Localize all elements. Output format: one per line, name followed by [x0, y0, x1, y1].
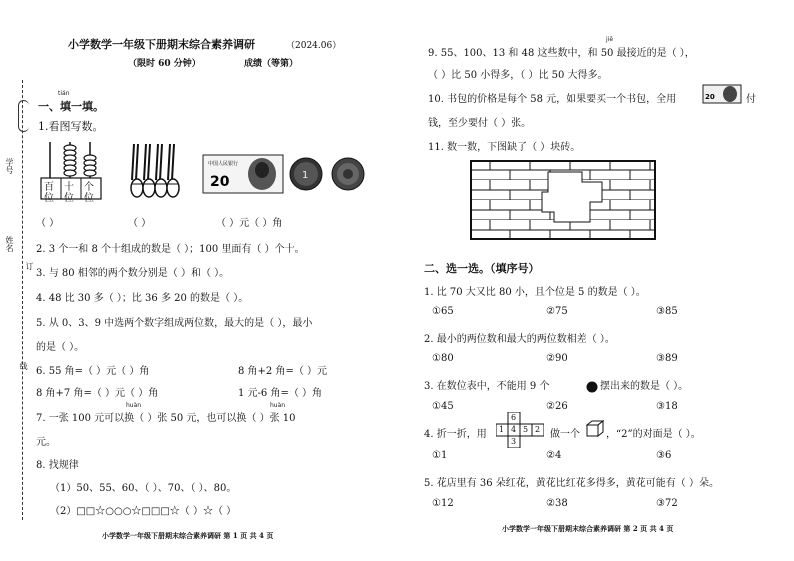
coin-1-jiao-icon: [330, 156, 366, 192]
abacus-label-hundreds: 百: [44, 182, 54, 193]
question-6b: 8 角+2 角=（ ）元: [238, 366, 328, 377]
question-6a: 6. 55 角=（ ）元（ ）角: [36, 366, 150, 377]
choice-2-option-3[interactable]: ③89: [656, 353, 678, 364]
choice-question-1: 1. 比 70 大又比 80 小，且个位是 5 的数是（ ）。: [424, 287, 646, 298]
choice-4-option-1[interactable]: ①1: [432, 450, 448, 461]
title-date: （2024.06）: [286, 41, 342, 51]
abacus-label-wei-3: 位: [84, 193, 94, 204]
choice-1-option-1[interactable]: ①65: [432, 306, 454, 317]
svg-text:20: 20: [210, 174, 230, 190]
question-10-cont: 钱，至少要付（ ）张。: [428, 118, 532, 129]
section-1-heading: 一、填一填。: [38, 100, 104, 113]
svg-text:20: 20: [705, 93, 715, 101]
question-5: 5. 从 0、3、9 中选两个数字组成两位数，最大的是（ ），最小: [36, 318, 313, 329]
question-1: 1.看图写数。: [38, 120, 104, 133]
cube-net-num-left: 1: [499, 425, 505, 434]
margin-label-xian: 线: [19, 362, 28, 370]
choice-question-4: 4. 折一折，用: [424, 429, 487, 440]
question-9: 9. 55、100、13 和 48 这些数中，和 50 最接近的是（ ），: [428, 48, 695, 59]
choice-5-option-1[interactable]: ①12: [432, 498, 454, 509]
question-11: 11. 数一数，下图缺了（ ）块砖。: [428, 142, 581, 153]
question-4: 4. 48 比 30 多（ ）；比 36 多 20 的数是（ ）。: [36, 293, 249, 304]
banknote-20-yuan-icon: [202, 154, 284, 194]
pinyin-tian: tián: [58, 90, 70, 97]
choice-question-4-end: ，“2”的对面是（ ）。: [606, 429, 701, 440]
svg-text:中国人民银行: 中国人民银行: [208, 161, 239, 167]
footer-page-1: 小学数学一年级下册期末综合素养调研 第 1 页 共 4 页: [102, 531, 274, 540]
choice-1-option-3[interactable]: ③85: [656, 306, 678, 317]
cube-net-num-center: 4: [511, 425, 517, 434]
question-5-cont: 的是（ ）。: [36, 342, 85, 353]
footer-page-2: 小学数学一年级下册期末综合素养调研 第 2 页 共 4 页: [502, 524, 674, 533]
question-6c: 8 角+7 角=（ ）元（ ）角: [36, 388, 159, 399]
pinyin-huan-2: huàn: [270, 402, 286, 409]
abacus-label-tens: 十: [64, 182, 74, 193]
svg-text:1: 1: [302, 170, 309, 181]
question-7-cont: 元。: [36, 437, 56, 448]
cube-net-num-top: 6: [511, 413, 517, 422]
question-6d: 1 元-6 角=（ ）角: [238, 388, 323, 399]
choice-question-5: 5. 花店里有 36 朵红花，黄花比红花多得多，黄花可能有（ ）朵。: [424, 478, 719, 489]
choice-3-option-1[interactable]: ①45: [432, 401, 454, 412]
choice-2-option-1[interactable]: ①80: [432, 353, 454, 364]
cube-net-num-bottom: 3: [511, 437, 517, 446]
question-7: 7. 一张 100 元可以换（ ）张 50 元，也可以换（ ）张 10: [36, 413, 296, 424]
cube-icon: [586, 420, 604, 438]
cube-net-num-right: 5: [523, 425, 529, 434]
pinyin-jie: jiē: [606, 36, 614, 43]
grade-label: 成绩（等第）: [244, 59, 299, 69]
choice-3-option-2[interactable]: ②26: [546, 401, 568, 412]
abacus-label-wei-1: 位: [44, 193, 54, 204]
choice-question-2: 2. 最小的两位数和最大的两位数相差（ ）。: [424, 334, 615, 345]
margin-label-ding: 订: [25, 262, 34, 270]
pinyin-huan-1: huàn: [126, 402, 142, 409]
margin-label-student-id: 学号: [5, 158, 14, 174]
choice-4-option-3[interactable]: ③6: [656, 450, 672, 461]
choice-3-option-3[interactable]: ③18: [656, 401, 678, 412]
choice-question-3: 3. 在数位表中，不能用 9 个: [424, 381, 550, 392]
page-title: 小学数学一年级下册期末综合素养调研: [68, 38, 255, 51]
black-dot-icon: [586, 378, 598, 390]
choice-question-4-mid: 做一个: [550, 429, 580, 440]
choice-2-option-2[interactable]: ②90: [546, 353, 568, 364]
answer-blank-money[interactable]: （ ）元（ ）角: [216, 218, 283, 229]
brick-wall-figure: [470, 160, 656, 240]
abacus-label-wei-2: 位: [64, 193, 74, 204]
time-limit: （限时 60 分钟）: [128, 59, 201, 69]
margin-label-name: 姓名: [5, 236, 14, 252]
binding-line: [22, 80, 23, 520]
question-8-1: （1）50、55、60、（ ）、70、（ ）、80。: [50, 483, 237, 494]
answer-blank-sticks[interactable]: （ ）: [128, 218, 152, 229]
abacus-label-ones: 个: [84, 182, 94, 193]
question-2: 2. 3 个一和 8 个十组成的数是（ ）；100 里面有（ ）个十。: [36, 244, 305, 255]
answer-blank-abacus[interactable]: （ ）: [36, 218, 60, 229]
question-3: 3. 与 80 相邻的两个数分别是（ ）和（ ）。: [36, 268, 230, 279]
question-8: 8. 找规律: [36, 460, 79, 471]
banknote-small-icon: [702, 84, 742, 104]
margin-bracket: [18, 100, 29, 132]
coin-1-yuan-icon: [288, 156, 324, 192]
question-10-end: 付: [746, 94, 756, 105]
cube-net-num-far-right: 2: [535, 425, 541, 434]
question-9-cont: （ ）比 50 小得多，（ ）比 50 大得多。: [428, 70, 608, 81]
choice-1-option-2[interactable]: ②75: [546, 306, 568, 317]
choice-question-3-end: 摆出来的数是（ ）。: [600, 381, 689, 392]
stick-bundles-icon: [128, 140, 184, 202]
choice-5-option-2[interactable]: ②38: [546, 498, 568, 509]
question-8-2: （2）□□☆○○○☆□□□☆（ ）☆（ ）: [50, 506, 237, 517]
question-10: 10. 书包的价格是每个 58 元，如果要买一个书包，全用: [428, 94, 677, 105]
section-2-heading: 二、选一选。（填序号）: [424, 262, 540, 275]
choice-4-option-2[interactable]: ②4: [546, 450, 562, 461]
choice-5-option-3[interactable]: ③72: [656, 498, 678, 509]
